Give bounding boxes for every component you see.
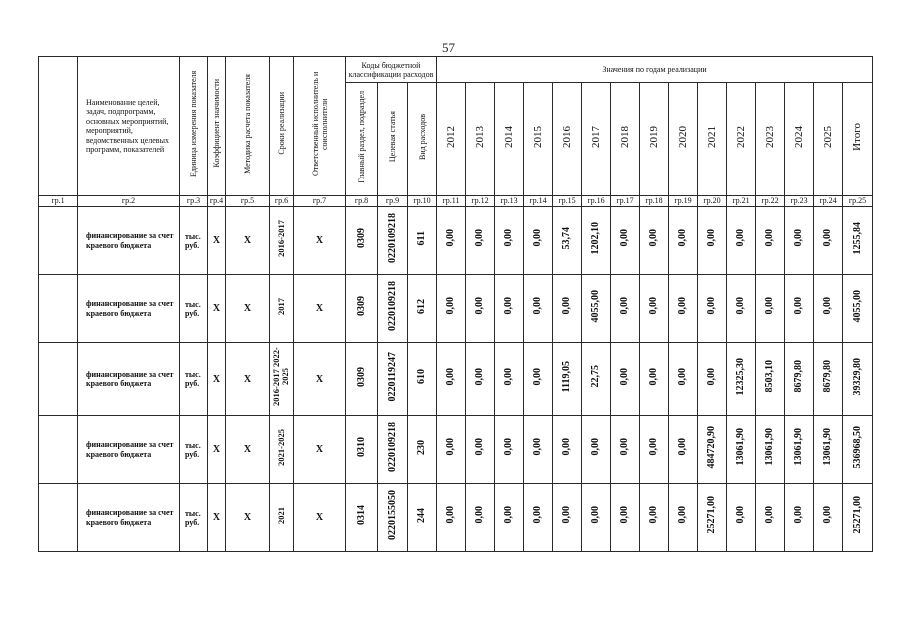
row-expense-type: 230 xyxy=(408,416,437,484)
row-value-2018: 0,00 xyxy=(611,275,640,343)
header-year-2018: 2018 xyxy=(611,83,640,196)
row-expense-type: 612 xyxy=(408,275,437,343)
row-expense-type: 611 xyxy=(408,207,437,275)
row-value-2018: 0,00 xyxy=(611,207,640,275)
row-value-2022: 12325,30 xyxy=(727,343,756,416)
column-number: гр.18 xyxy=(640,196,669,207)
row-method: X xyxy=(226,416,270,484)
row-value-2013: 0,00 xyxy=(466,416,495,484)
column-number: гр.25 xyxy=(843,196,873,207)
column-numbers-row xyxy=(39,196,873,207)
row-value-2016: 53,74 xyxy=(553,207,582,275)
row-total: 4055,00 xyxy=(843,275,873,343)
row-value-2021: 25271,00 xyxy=(698,484,727,552)
column-number: гр.12 xyxy=(466,196,495,207)
column-number: гр.9 xyxy=(378,196,408,207)
header-name: Наименование целей, задач, подпрограмм, основных мероприятий, мероприятий, ведомственных целевых программ, показателей xyxy=(78,57,180,196)
row-section: 0309 xyxy=(346,207,378,275)
column-number: гр.2 xyxy=(78,196,180,207)
row-value-2021: 0,00 xyxy=(698,343,727,416)
row-total: 39329,80 xyxy=(843,343,873,416)
row-value-2019: 0,00 xyxy=(640,343,669,416)
row-value-2013: 0,00 xyxy=(466,484,495,552)
row-value-2025: 8679,80 xyxy=(814,343,843,416)
row-value-2022: 13061,90 xyxy=(727,416,756,484)
header-total: Итого xyxy=(843,83,873,196)
table-row xyxy=(39,343,873,416)
row-value-2014: 0,00 xyxy=(495,484,524,552)
row-total: 536968,50 xyxy=(843,416,873,484)
column-number: гр.7 xyxy=(294,196,346,207)
row-value-2015: 0,00 xyxy=(524,416,553,484)
header-expense-type: Вид расходов xyxy=(408,83,437,196)
row-value-2013: 0,00 xyxy=(466,343,495,416)
row-expense-type: 610 xyxy=(408,343,437,416)
row-executor: X xyxy=(294,343,346,416)
row-value-2014: 0,00 xyxy=(495,275,524,343)
row-total: 25271,00 xyxy=(843,484,873,552)
column-number: гр.10 xyxy=(408,196,437,207)
row-terms: 2016-2017 xyxy=(270,207,294,275)
row-number-cell xyxy=(39,343,78,416)
row-value-2022: 0,00 xyxy=(727,484,756,552)
table-row xyxy=(39,275,873,343)
header-budget-codes: Коды бюджетной классификации расходов xyxy=(346,57,437,83)
row-number-cell xyxy=(39,275,78,343)
row-total: 1255,84 xyxy=(843,207,873,275)
table-row xyxy=(39,416,873,484)
row-coef: X xyxy=(208,416,226,484)
header-values-by-year: Значения по годам реализации xyxy=(437,57,873,83)
header-executor: Ответственный исполнитель и соисполнители xyxy=(294,57,346,196)
row-value-2014: 0,00 xyxy=(495,343,524,416)
row-value-2018: 0,00 xyxy=(611,416,640,484)
row-value-2020: 0,00 xyxy=(669,416,698,484)
budget-table xyxy=(38,56,873,552)
page-number: 57 xyxy=(442,40,455,55)
row-name: финансирование за счет краевого бюджета xyxy=(78,484,180,552)
row-coef: X xyxy=(208,275,226,343)
header-year-2024: 2024 xyxy=(785,83,814,196)
row-method: X xyxy=(226,484,270,552)
header-year-2017: 2017 xyxy=(582,83,611,196)
row-unit: тыс. руб. xyxy=(180,484,208,552)
row-value-2018: 0,00 xyxy=(611,343,640,416)
row-value-2017: 1202,10 xyxy=(582,207,611,275)
header-terms: Сроки реализации xyxy=(270,57,294,196)
row-target-article: 0220119247 xyxy=(378,343,408,416)
row-value-2012: 0,00 xyxy=(437,416,466,484)
row-value-2012: 0,00 xyxy=(437,343,466,416)
header-year-2022: 2022 xyxy=(727,83,756,196)
row-number-cell xyxy=(39,416,78,484)
column-number: гр.23 xyxy=(785,196,814,207)
row-executor: X xyxy=(294,484,346,552)
column-number: гр.22 xyxy=(756,196,785,207)
row-value-2017: 0,00 xyxy=(582,484,611,552)
row-value-2016: 0,00 xyxy=(553,484,582,552)
row-value-2016: 0,00 xyxy=(553,416,582,484)
row-value-2016: 1119,05 xyxy=(553,343,582,416)
row-terms: 2021 xyxy=(270,484,294,552)
row-executor: X xyxy=(294,275,346,343)
row-value-2023: 0,00 xyxy=(756,275,785,343)
column-number: гр.14 xyxy=(524,196,553,207)
row-coef: X xyxy=(208,207,226,275)
column-number: гр.20 xyxy=(698,196,727,207)
row-value-2013: 0,00 xyxy=(466,275,495,343)
column-number: гр.4 xyxy=(208,196,226,207)
row-value-2017: 0,00 xyxy=(582,416,611,484)
row-unit: тыс. руб. xyxy=(180,416,208,484)
row-value-2023: 0,00 xyxy=(756,484,785,552)
column-number: гр.17 xyxy=(611,196,640,207)
row-value-2023: 13061,90 xyxy=(756,416,785,484)
row-value-2024: 8679,80 xyxy=(785,343,814,416)
row-value-2012: 0,00 xyxy=(437,207,466,275)
row-value-2023: 8503,10 xyxy=(756,343,785,416)
column-number: гр.3 xyxy=(180,196,208,207)
column-number: гр.5 xyxy=(226,196,270,207)
row-value-2022: 0,00 xyxy=(727,207,756,275)
row-unit: тыс. руб. xyxy=(180,275,208,343)
row-value-2015: 0,00 xyxy=(524,343,553,416)
row-value-2020: 0,00 xyxy=(669,207,698,275)
row-value-2021: 0,00 xyxy=(698,275,727,343)
row-target-article: 0220109218 xyxy=(378,275,408,343)
row-section: 0310 xyxy=(346,416,378,484)
row-value-2019: 0,00 xyxy=(640,207,669,275)
row-value-2023: 0,00 xyxy=(756,207,785,275)
header-year-2020: 2020 xyxy=(669,83,698,196)
row-value-2012: 0,00 xyxy=(437,275,466,343)
row-value-2020: 0,00 xyxy=(669,484,698,552)
header-year-2023: 2023 xyxy=(756,83,785,196)
header-target-article: Целевая статья xyxy=(378,83,408,196)
header-year-2012: 2012 xyxy=(437,83,466,196)
row-value-2016: 0,00 xyxy=(553,275,582,343)
row-value-2015: 0,00 xyxy=(524,484,553,552)
header-row-top xyxy=(39,57,873,83)
row-section: 0309 xyxy=(346,275,378,343)
header-year-2014: 2014 xyxy=(495,83,524,196)
row-value-2022: 0,00 xyxy=(727,275,756,343)
row-name: финансирование за счет краевого бюджета xyxy=(78,207,180,275)
header-year-2013: 2013 xyxy=(466,83,495,196)
header-year-2019: 2019 xyxy=(640,83,669,196)
header-year-2025: 2025 xyxy=(814,83,843,196)
row-coef: X xyxy=(208,343,226,416)
row-unit: тыс. руб. xyxy=(180,343,208,416)
row-value-2025: 0,00 xyxy=(814,207,843,275)
column-number: гр.24 xyxy=(814,196,843,207)
row-executor: X xyxy=(294,416,346,484)
row-value-2021: 484720,90 xyxy=(698,416,727,484)
row-target-article: 0220109218 xyxy=(378,207,408,275)
column-number: гр.15 xyxy=(553,196,582,207)
row-value-2014: 0,00 xyxy=(495,416,524,484)
row-value-2020: 0,00 xyxy=(669,343,698,416)
row-value-2019: 0,00 xyxy=(640,275,669,343)
row-section: 0309 xyxy=(346,343,378,416)
row-number-cell xyxy=(39,484,78,552)
row-value-2012: 0,00 xyxy=(437,484,466,552)
row-target-article: 0220109218 xyxy=(378,416,408,484)
row-value-2014: 0,00 xyxy=(495,207,524,275)
row-unit: тыс. руб. xyxy=(180,207,208,275)
row-terms: 2016-2017 2022-2025 xyxy=(270,343,294,416)
row-terms: 2021-2025 xyxy=(270,416,294,484)
column-number: гр.1 xyxy=(39,196,78,207)
row-value-2019: 0,00 xyxy=(640,484,669,552)
header-year-2021: 2021 xyxy=(698,83,727,196)
row-value-2025: 0,00 xyxy=(814,275,843,343)
column-number: гр.16 xyxy=(582,196,611,207)
row-value-2019: 0,00 xyxy=(640,416,669,484)
header-section: Главный раздел, подраздел xyxy=(346,83,378,196)
row-target-article: 0220155050 xyxy=(378,484,408,552)
row-value-2018: 0,00 xyxy=(611,484,640,552)
row-value-2021: 0,00 xyxy=(698,207,727,275)
row-terms: 2017 xyxy=(270,275,294,343)
row-value-2015: 0,00 xyxy=(524,207,553,275)
column-number: гр.11 xyxy=(437,196,466,207)
column-number: гр.13 xyxy=(495,196,524,207)
row-value-2013: 0,00 xyxy=(466,207,495,275)
column-number: гр.21 xyxy=(727,196,756,207)
row-method: X xyxy=(226,207,270,275)
row-number-cell xyxy=(39,207,78,275)
row-method: X xyxy=(226,275,270,343)
row-coef: X xyxy=(208,484,226,552)
row-expense-type: 244 xyxy=(408,484,437,552)
row-name: финансирование за счет краевого бюджета xyxy=(78,343,180,416)
col-empty-header xyxy=(39,57,78,196)
header-method: Методика расчета показателя xyxy=(226,57,270,196)
row-value-2024: 0,00 xyxy=(785,207,814,275)
header-year-2015: 2015 xyxy=(524,83,553,196)
row-value-2025: 0,00 xyxy=(814,484,843,552)
column-number: гр.6 xyxy=(270,196,294,207)
header-unit: Единица измерения показателя xyxy=(180,57,208,196)
row-executor: X xyxy=(294,207,346,275)
row-method: X xyxy=(226,343,270,416)
column-number: гр.8 xyxy=(346,196,378,207)
table-row xyxy=(39,207,873,275)
column-number: гр.19 xyxy=(669,196,698,207)
header-year-2016: 2016 xyxy=(553,83,582,196)
row-value-2024: 0,00 xyxy=(785,484,814,552)
header-coef: Коэффициент значимости xyxy=(208,57,226,196)
row-value-2024: 0,00 xyxy=(785,275,814,343)
row-name: финансирование за счет краевого бюджета xyxy=(78,275,180,343)
row-value-2017: 4055,00 xyxy=(582,275,611,343)
row-name: финансирование за счет краевого бюджета xyxy=(78,416,180,484)
row-value-2015: 0,00 xyxy=(524,275,553,343)
row-value-2020: 0,00 xyxy=(669,275,698,343)
row-value-2017: 22,75 xyxy=(582,343,611,416)
row-value-2024: 13061,90 xyxy=(785,416,814,484)
row-section: 0314 xyxy=(346,484,378,552)
table-row xyxy=(39,484,873,552)
row-value-2025: 13061,90 xyxy=(814,416,843,484)
